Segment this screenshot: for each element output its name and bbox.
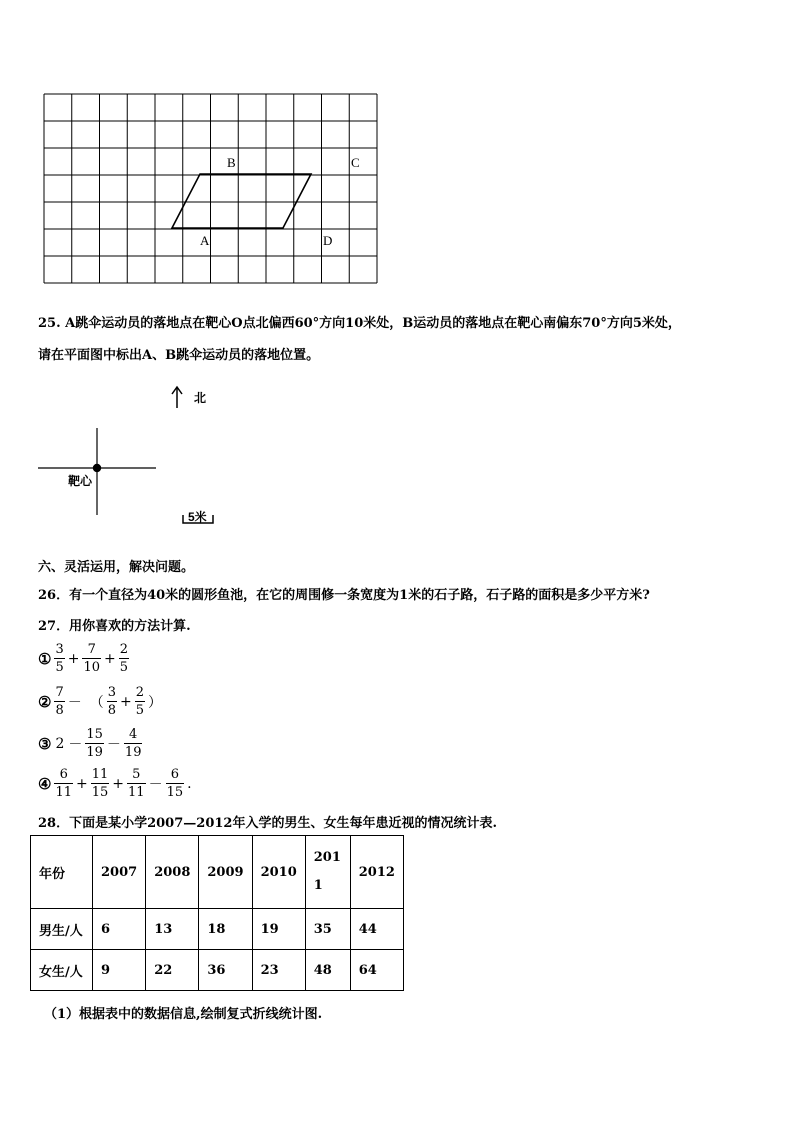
q27-item-1 [38,641,130,676]
operator: － [68,736,83,753]
item-3-label: ③ [38,734,52,753]
close-paren: ） [148,694,163,711]
table-cell: 22 [146,950,199,991]
table-cell: 19 [252,909,305,950]
q25-line2: 请在平面图中标出A、B跳伞运动员的落地位置。 [38,348,320,363]
table-cell: 9 [93,950,146,991]
fraction: $\frac{3}{8}$ [107,685,117,718]
fraction: $\frac{11}{15}$ [91,767,109,800]
north-label: 北 [194,391,207,405]
grid-label-b: B [227,155,236,170]
table-header-row [31,836,404,909]
table-row [31,909,404,950]
operator: + [112,775,125,792]
q27-item-3 [38,726,143,761]
fraction: $\frac{7}{8}$ [55,685,64,718]
table-cell: 35 [305,909,350,950]
period: . [187,775,192,792]
operator: － [106,736,121,753]
table-cell: 6 [93,909,146,950]
table-cell: 2009 [199,836,252,909]
section6-title: 六、灵活运用，解决问题。 [38,560,195,575]
q27-text: 27．用你喜欢的方法计算. [38,619,191,634]
fraction: $\frac{5}{11}$ [128,767,145,800]
fraction: $\frac{6}{15}$ [166,767,184,800]
fraction: $\frac{4}{19}$ [124,727,142,760]
table-cell: 64 [350,950,403,991]
q25-text-line1: A跳伞运动员的落地点在靶心O点北偏西60°方向10米处，B运动员的落地点在靶心南偏东70°方向5米处， [65,316,681,331]
item-1-label: ① [38,649,52,668]
q27-item-4 [38,766,194,801]
table-cell: 13 [146,909,199,950]
q27-item-2 [38,684,164,719]
myopia-stats-table [30,835,404,991]
table-cell: 48 [305,950,350,991]
fraction: $\frac{3}{5}$ [55,642,64,675]
whole-number: 2 [55,735,65,752]
q25-number: 25. [38,316,61,331]
table-cell: 2012 [350,836,403,909]
fraction: $\frac{6}{11}$ [55,767,72,800]
table-cell: 18 [199,909,252,950]
operator: + [76,775,88,792]
table-cell: 女生/人 [31,950,93,991]
grid-label-c: C [351,155,360,170]
scale-label: 5米 [188,510,207,524]
operator: － [148,776,163,793]
table-cell: 36 [199,950,252,991]
fraction: $\frac{2}{5}$ [119,642,129,675]
q25-line1 [38,312,681,331]
q28-text: 28．下面是某小学2007—2012年入学的男生、女生每年患近视的情况统计表. [38,816,497,831]
header-2011-bottom: 1 [313,878,323,893]
fraction: $\frac{15}{19}$ [86,727,103,760]
grid-label-a: A [200,233,210,248]
table-cell: 2010 [252,836,305,909]
fraction: $\frac{2}{5}$ [135,685,145,718]
table-cell: 男生/人 [31,909,93,950]
table-cell: 23 [252,950,305,991]
operator: + [120,693,132,710]
target-center-dot [93,464,101,472]
table-cell: 2008 [146,836,199,909]
grid-lines [44,94,377,283]
table-row [31,950,404,991]
grid-figure [40,90,385,290]
operator: + [67,650,80,667]
fraction: $\frac{7}{10}$ [83,642,101,675]
item-2-label: ② [38,692,52,711]
header-2011-top: 201 [313,850,341,865]
operator: － [67,694,82,711]
table-cell: 年份 [31,836,93,909]
table-cell: 44 [350,909,403,950]
operator: + [104,650,116,667]
table-cell [305,836,350,909]
target-center-label: 靶心 [68,474,93,488]
parallelogram-abcd [172,174,311,228]
q28-sub1: （1）根据表中的数据信息,绘制复式折线统计图. [44,1007,323,1022]
grid-label-d: D [323,233,333,248]
open-paren: （ [89,694,104,711]
q26-text: 26．有一个直径为40米的圆形鱼池，在它的周围修一条宽度为1米的石子路，石子路的面积是多少平方米? [38,588,650,603]
item-4-label: ④ [38,774,52,793]
table-cell: 2007 [93,836,146,909]
